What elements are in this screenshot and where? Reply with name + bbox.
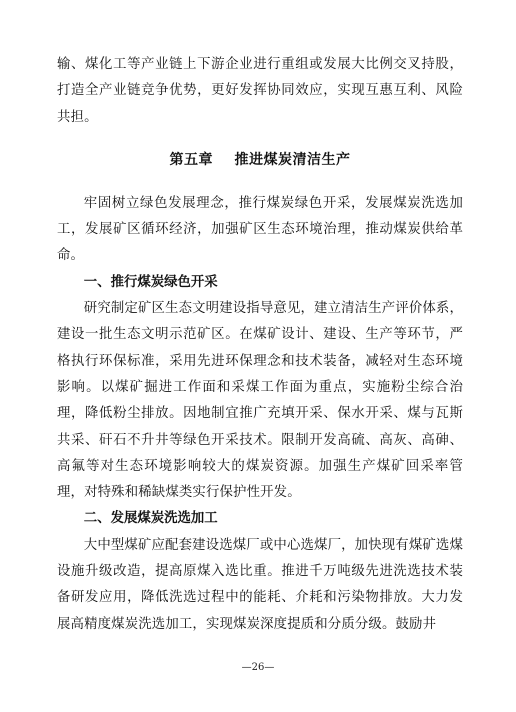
page-number: —26—: [241, 662, 275, 673]
chapter-intro-paragraph: 牢固树立绿色发展理念，推行煤炭绿色开采，发展煤炭洗选加工，发展矿区循环经济，加强矿区生态环境治理，推动煤炭供给革命。: [57, 195, 463, 264]
page-content: [57, 52, 463, 638]
continuation-paragraph: 输、煤化工等产业链上下游企业进行重组或发展大比例交叉持股，打造全产业链竞争优势，更好发挥协同效应，实现互惠互利、风险共担。: [57, 57, 463, 125]
section-heading-green-mining: 一、推行煤炭绿色开采: [83, 274, 218, 290]
chapter-title: 第五章 推进煤炭清洁生产: [169, 151, 351, 168]
section-body-coal-washing: 大中型煤矿应配套建设选煤厂或中心选煤厂，加快现有煤矿选煤设施升级改造，提高原煤入选比重。推进千万吨级先进洗选技术装备研发应用，降低洗选过程中的能耗、介耗和污染物排放。大力发展高精度煤炭洗选加工，实现煤炭深度提质和分质分级。鼓励井: [57, 537, 463, 632]
section-body-green-mining: 研究制定矿区生态文明建设指导意见，建立清洁生产评价体系，建设一批生态文明示范矿区。在煤矿设计、建设、生产等环节，严格执行环保标准，采用先进环保理念和技术装备，减轻对生态环境影响。以煤矿掘进工作面和采煤工作面为重点，实施粉尘综合治理，降低粉尘排放。因地制宜推广充填开采、保水开采、煤与瓦斯共采、矸石不升井等绿色开采技术。限制开发高硫、高灰、高砷、高氟等对生态环境影响较大的煤炭资源。加强生产煤矿回采率管理，对特殊和稀缺煤类实行保护性开发。: [57, 301, 463, 501]
section-heading-coal-washing: 二、发展煤炭洗选加工: [83, 511, 218, 527]
